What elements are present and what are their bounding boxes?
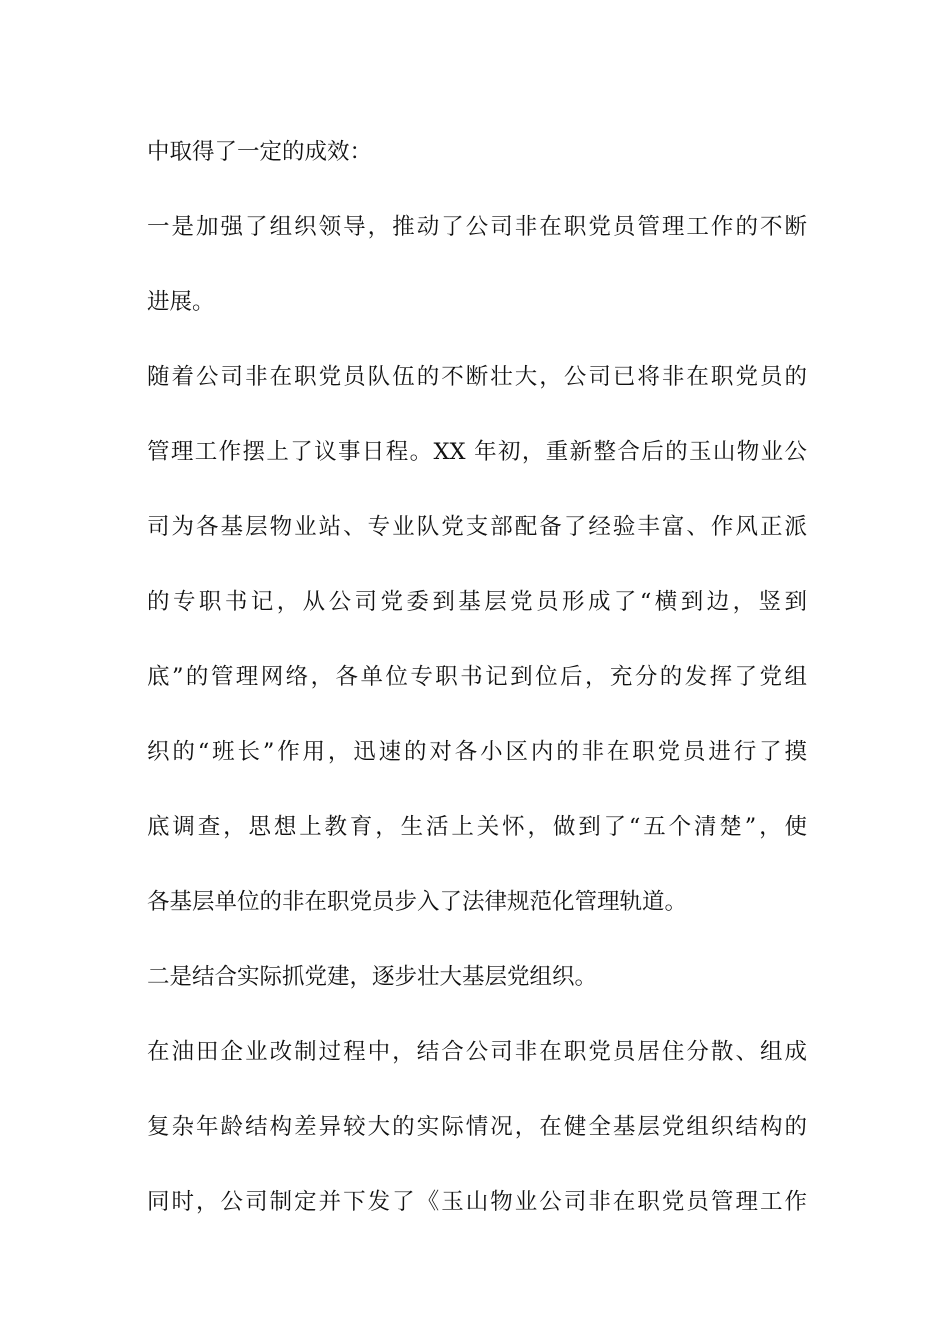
- text-line: 底”的管理网络，各单位专职书记到位后，充分的发挥了党组: [147, 664, 807, 690]
- text-line: 各基层单位的非在职党员步入了法律规范化管理轨道。: [147, 889, 688, 915]
- text-line: 同时，公司制定并下发了《玉山物业公司非在职党员管理工作: [147, 1189, 807, 1215]
- text-line: 底调查，思想上教育，生活上关怀，做到了“五个清楚”，使: [147, 814, 807, 840]
- text-line: 进展。: [147, 289, 215, 315]
- text-line: 中取得了一定的成效：: [147, 139, 373, 165]
- text-line: 织的“班长”作用，迅速的对各小区内的非在职党员进行了摸: [147, 739, 807, 765]
- text-line: 二是结合实际抓党建，逐步壮大基层党组织。: [147, 964, 598, 990]
- text-line: 管理工作摆上了议事日程。XX 年初，重新整合后的玉山物业公: [147, 439, 807, 465]
- text-line: 的专职书记，从公司党委到基层党员形成了“横到边，竖到: [147, 589, 807, 615]
- text-line: 一是加强了组织领导，推动了公司非在职党员管理工作的不断: [147, 214, 807, 240]
- text-line: 在油田企业改制过程中，结合公司非在职党员居住分散、组成: [147, 1039, 807, 1065]
- text-line: 复杂年龄结构差异较大的实际情况，在健全基层党组织结构的: [147, 1114, 807, 1140]
- text-line: 司为各基层物业站、专业队党支部配备了经验丰富、作风正派: [147, 514, 807, 540]
- text-line: 随着公司非在职党员队伍的不断壮大，公司已将非在职党员的: [147, 364, 807, 390]
